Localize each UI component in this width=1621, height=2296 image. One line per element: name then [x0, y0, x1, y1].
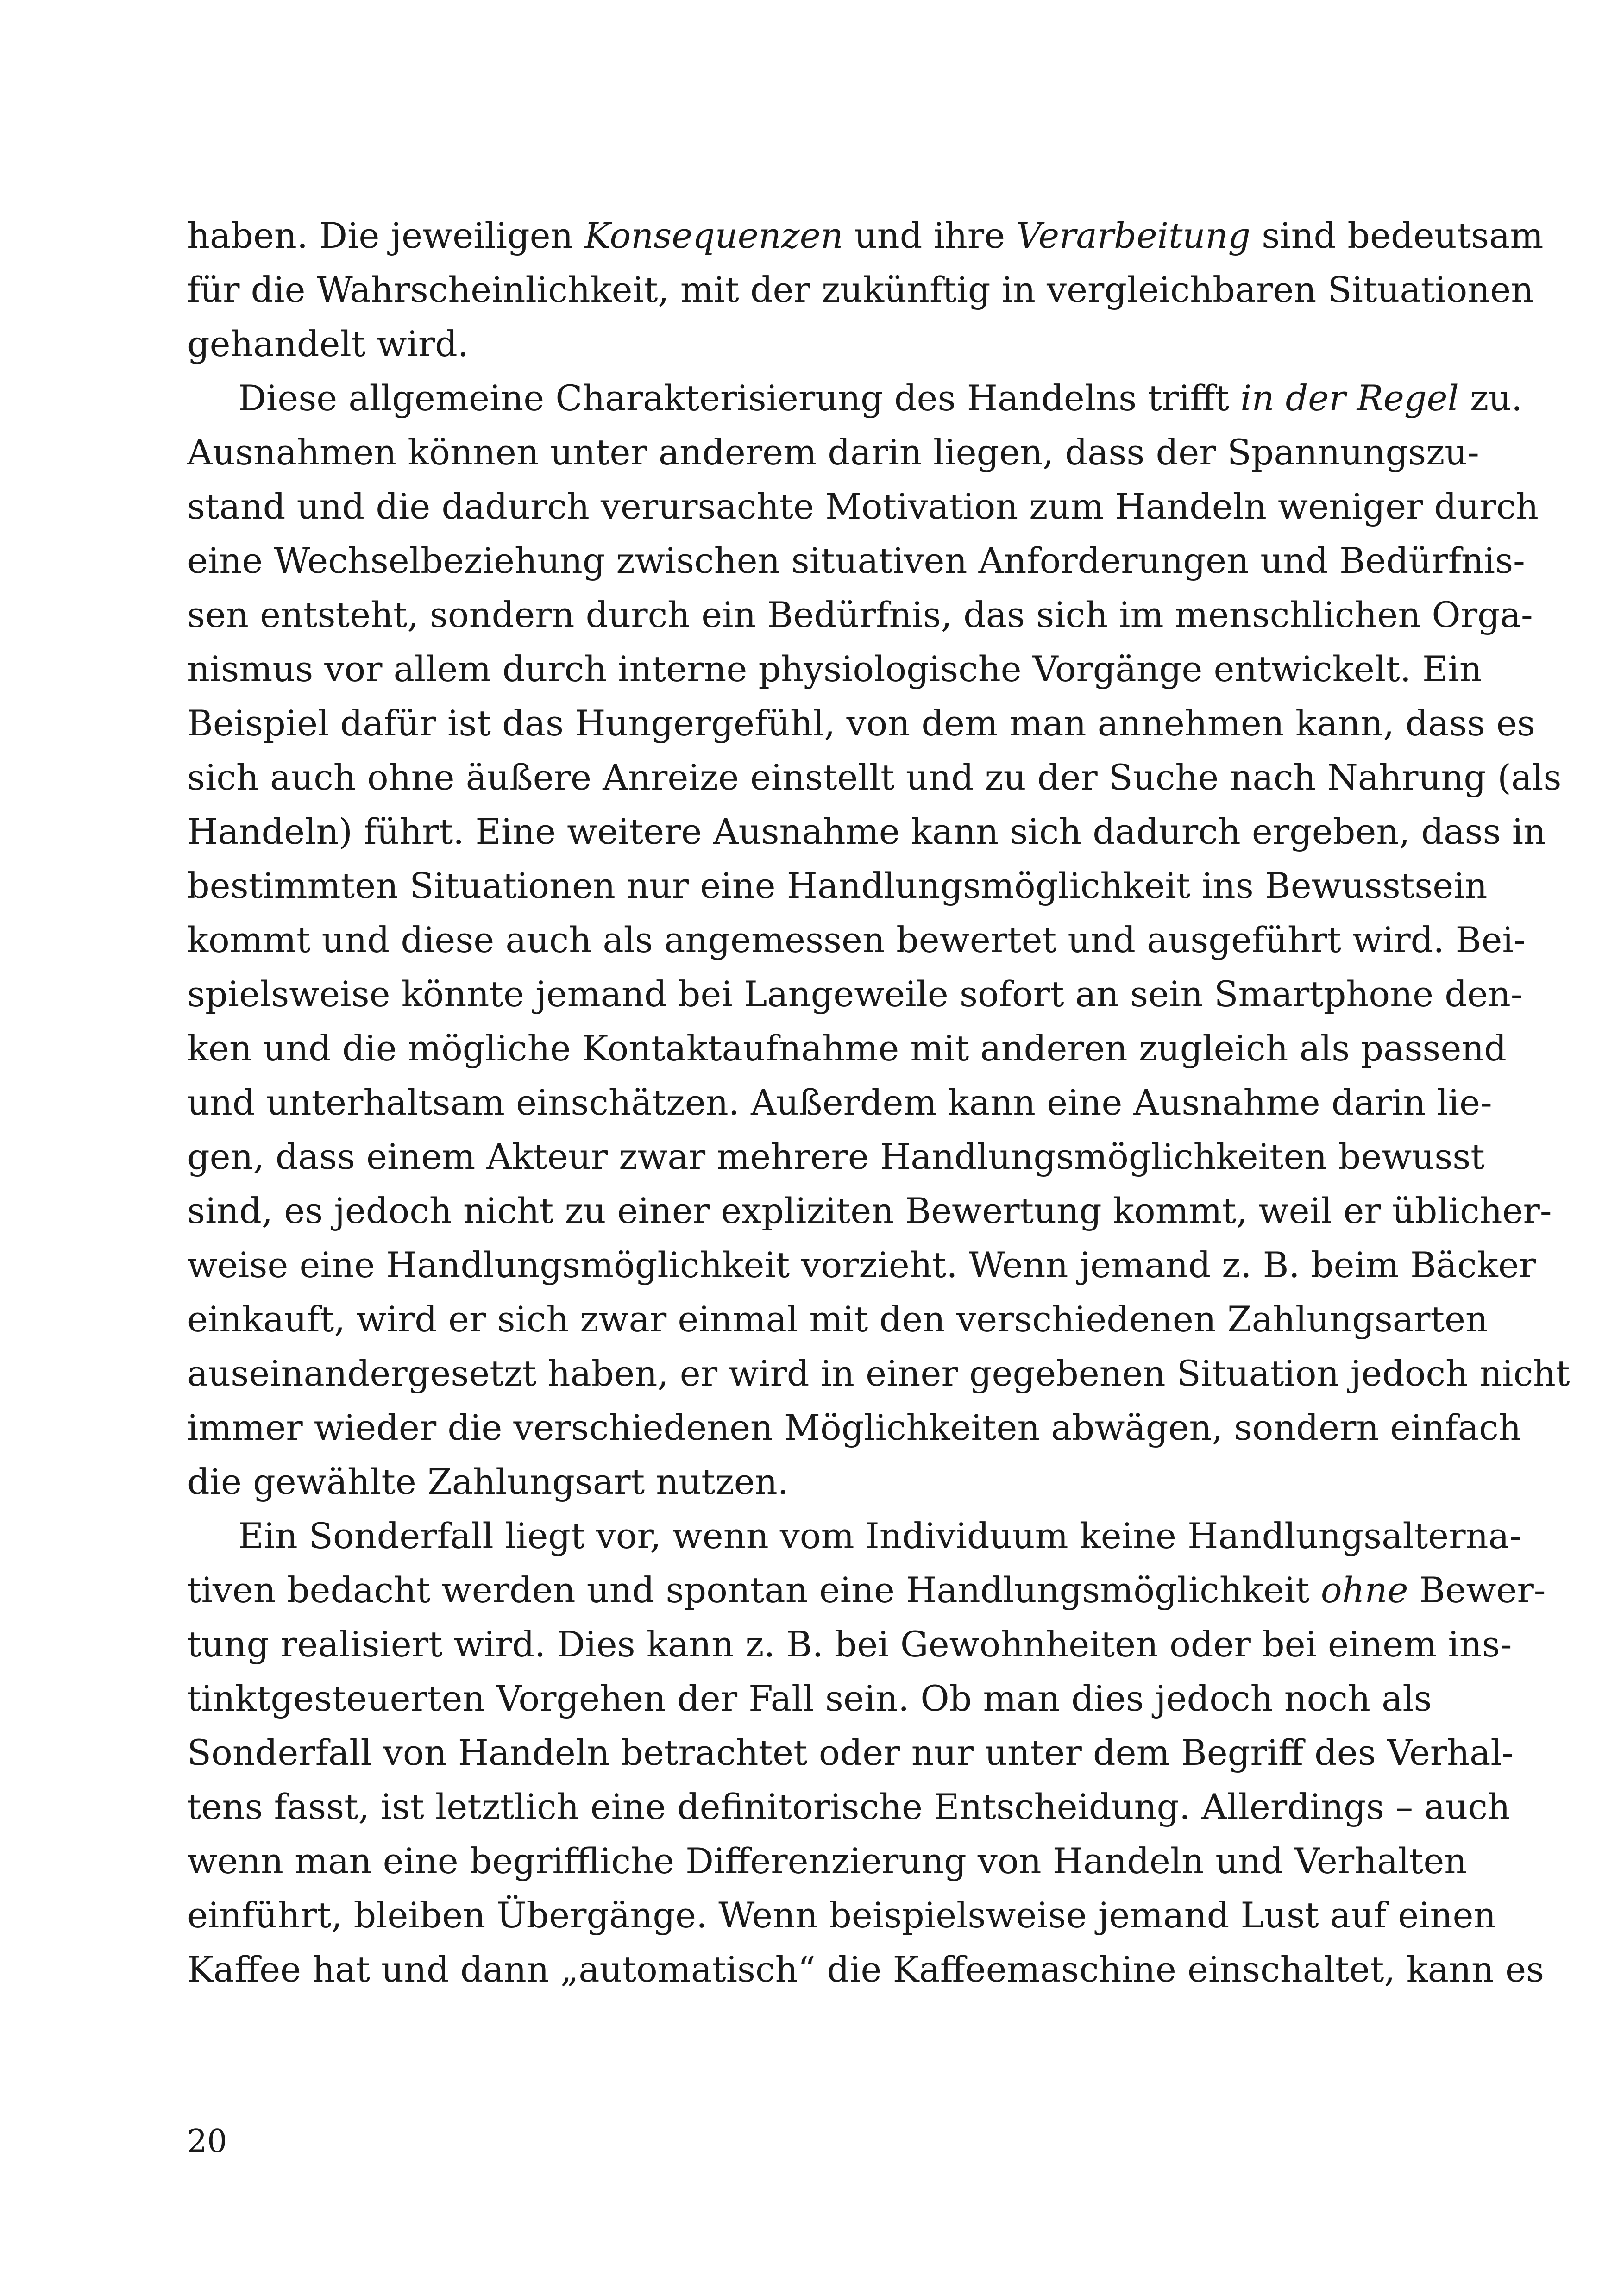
text-segment: Beispiel dafür ist das Hungergefühl, von dem man annehmen kann, dass es: [187, 703, 1535, 744]
paragraph: [187, 1509, 1546, 1996]
text-segment: weise eine Handlungsmöglichkeit vorzieht. Wenn jemand z. B. beim Bäcker: [187, 1244, 1536, 1286]
italic-phrase: ohne: [1320, 1569, 1408, 1611]
text-segment: für die Wahrscheinlichkeit, mit der zukünftig in vergleichbaren Situationen: [187, 269, 1534, 310]
text-line: [187, 1346, 1570, 1400]
text-segment: wenn man eine begriffliche Differenzierung von Handeln und Verhalten: [187, 1840, 1467, 1882]
text-segment: immer wieder die verschiedenen Möglichkeiten abwägen, sondern einfach: [187, 1407, 1521, 1448]
text-line: [187, 1238, 1536, 1292]
text-segment: sen entsteht, sondern durch ein Bedürfnis, das sich im menschlichen Orga-: [187, 594, 1533, 635]
text-segment: tiven bedacht werden und spontan eine Handlungsmöglichkeit: [187, 1569, 1321, 1611]
text-line: [187, 1129, 1485, 1184]
text-line: [187, 913, 1526, 967]
text-segment: tung realisiert wird. Dies kann z. B. bei Gewohnheiten oder bei einem ins-: [187, 1624, 1512, 1665]
text-segment: haben. Die jeweiligen: [187, 215, 584, 256]
italic-phrase: in der Regel: [1240, 377, 1459, 419]
text-segment: zu.: [1458, 377, 1523, 419]
text-line: [187, 208, 1544, 263]
text-segment: bestimmten Situationen nur eine Handlungsmöglichkeit ins Bewusstsein: [187, 865, 1488, 906]
text-line: [187, 1509, 1521, 1563]
italic-phrase: Konsequenzen: [584, 215, 843, 256]
text-segment: tinktgesteuerten Vorgehen der Fall sein. Ob man dies jedoch noch als: [187, 1678, 1432, 1719]
text-segment: einführt, bleiben Übergänge. Wenn beispielsweise jemand Lust auf einen: [187, 1895, 1496, 1936]
text-segment: Ausnahmen können unter anderem darin liegen, dass der Spannungszu-: [187, 432, 1479, 473]
text-segment: sind, es jedoch nicht zu einer expliziten Bewertung kommt, weil er üblicher-: [187, 1190, 1552, 1231]
text-segment: spielsweise könnte jemand bei Langeweile sofort an sein Smartphone den-: [187, 973, 1523, 1015]
text-line: [187, 425, 1479, 479]
text-segment: Bewer-: [1408, 1569, 1546, 1611]
body-text: [187, 208, 1570, 1996]
text-line: [187, 1455, 1422, 1509]
paragraph: [187, 208, 1544, 371]
text-line: [187, 1617, 1512, 1671]
text-segment: die gewählte Zahlungsart nutzen.: [187, 1461, 789, 1502]
text-segment: nismus vor allem durch interne physiologische Vorgänge entwickelt. Ein: [187, 648, 1482, 690]
text-line: [187, 859, 1488, 913]
text-segment: gehandelt wird.: [187, 323, 469, 364]
text-line: [187, 1021, 1507, 1075]
text-segment: tens fasst, ist letztlich eine definitorische Entscheidung. Allerdings – auch: [187, 1786, 1510, 1827]
text-segment: und ihre: [843, 215, 1017, 256]
text-segment: stand und die dadurch verursachte Motivation zum Handeln weniger durch: [187, 486, 1539, 527]
text-segment: sind bedeutsam: [1250, 215, 1544, 256]
text-line: [187, 1780, 1510, 1834]
text-segment: kommt und diese auch als angemessen bewertet und ausgeführt wird. Bei-: [187, 919, 1526, 960]
text-segment: Diese allgemeine Charakterisierung des Handelns trifft: [238, 377, 1241, 419]
text-line: [187, 317, 1422, 371]
text-segment: sich auch ohne äußere Anreize einstellt und zu der Suche nach Nahrung (als: [187, 757, 1562, 798]
text-line: [187, 1834, 1467, 1888]
paragraph: [187, 371, 1570, 1509]
text-segment: Kaffee hat und dann „automatisch“ die Kaffeemaschine einschaltet, kann es: [187, 1949, 1545, 1990]
text-segment: eine Wechselbeziehung zwischen situativen Anforderungen und Bedürfnis-: [187, 540, 1525, 581]
text-line: [187, 1888, 1496, 1942]
text-segment: Handeln) führt. Eine weitere Ausnahme kann sich dadurch ergeben, dass in: [187, 811, 1546, 852]
text-line: [187, 1942, 1545, 1996]
text-line: [187, 533, 1525, 588]
text-line: [187, 1400, 1521, 1455]
text-segment: auseinandergesetzt haben, er wird in einer gegebenen Situation jedoch nicht: [187, 1353, 1570, 1394]
text-segment: ken und die mögliche Kontaktaufnahme mit anderen zugleich als passend: [187, 1028, 1507, 1069]
text-line: [187, 1075, 1492, 1129]
text-line: [187, 967, 1523, 1021]
text-line: [187, 1671, 1432, 1725]
text-segment: gen, dass einem Akteur zwar mehrere Handlungsmöglichkeiten bewusst: [187, 1136, 1485, 1177]
text-line: [187, 750, 1562, 804]
text-line: [187, 263, 1534, 317]
text-line: [187, 1292, 1488, 1346]
text-line: [187, 804, 1546, 859]
page-number: 20: [187, 2123, 227, 2160]
italic-phrase: Verarbeitung: [1016, 215, 1251, 256]
text-segment: und unterhaltsam einschätzen. Außerdem kann eine Ausnahme darin lie-: [187, 1082, 1492, 1123]
text-line: [187, 1184, 1552, 1238]
text-line: [187, 696, 1535, 750]
text-line: [187, 588, 1533, 642]
text-segment: einkauft, wird er sich zwar einmal mit den verschiedenen Zahlungsarten: [187, 1299, 1488, 1340]
text-line: [187, 1725, 1514, 1780]
text-line: [187, 1563, 1546, 1617]
text-line: [187, 479, 1539, 533]
text-line: [187, 371, 1523, 425]
text-line: [187, 642, 1482, 696]
text-segment: Ein Sonderfall liegt vor, wenn vom Individuum keine Handlungsalterna-: [238, 1515, 1521, 1556]
text-segment: Sonderfall von Handeln betrachtet oder nur unter dem Begriff des Verhal-: [187, 1732, 1514, 1773]
